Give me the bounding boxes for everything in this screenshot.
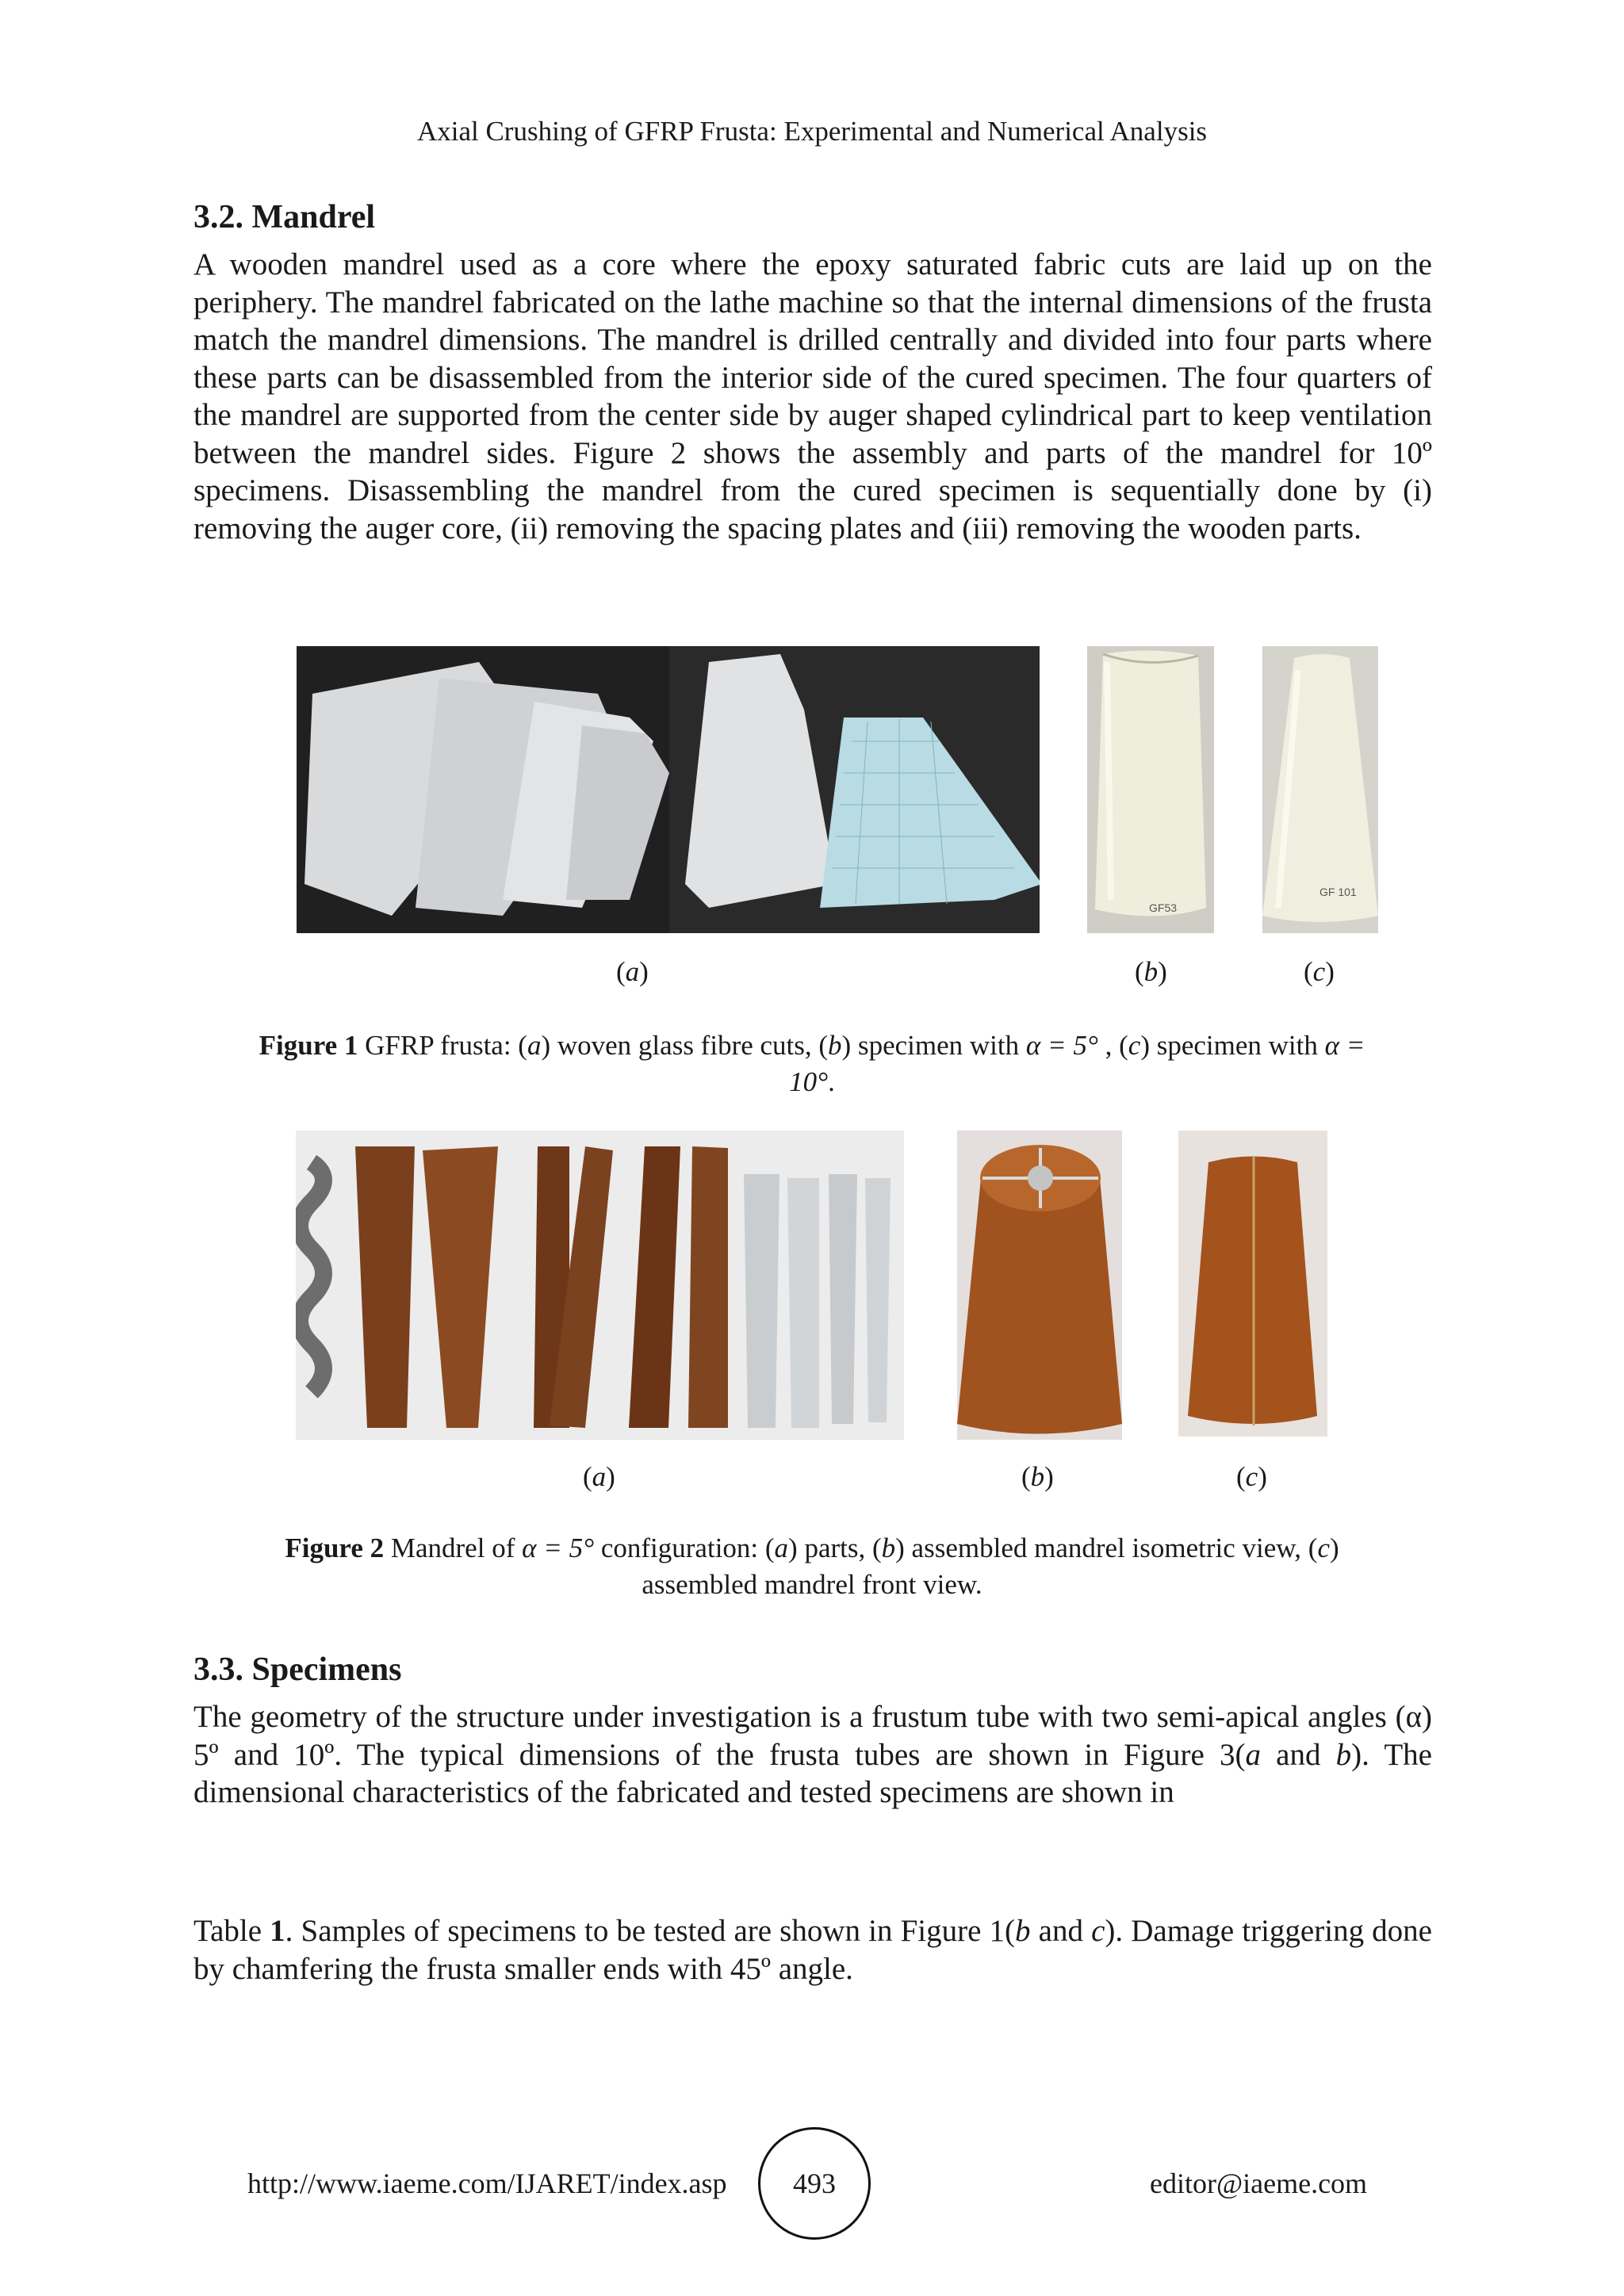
figure1-photo-glass-fibre-cuts bbox=[297, 646, 1040, 933]
section-heading-specimens: 3.3. Specimens bbox=[193, 1651, 402, 1688]
footer-journal-link[interactable]: http://www.iaeme.com/IJARET/index.asp bbox=[247, 2168, 727, 2199]
figure2-panel-label-c: (c) bbox=[1236, 1461, 1267, 1492]
mandrel-parts-illustration bbox=[296, 1131, 904, 1440]
paragraph-specimens: The geometry of the structure under investigation is a frustum tube with two semi-apical angles (α) 5º and 10º. The typical dimensions of the frusta tubes are shown in Figure 3(a and b). The dimensional characteristics of the fabricated and tested specimens are shown in bbox=[193, 1700, 1432, 1809]
figure1-panel-label-a: (a) bbox=[616, 956, 649, 987]
figure2-panel-label-b: (b) bbox=[1021, 1461, 1054, 1492]
figure2-panel-label-a: (a) bbox=[583, 1461, 615, 1492]
section-heading-mandrel: 3.2. Mandrel bbox=[193, 199, 376, 235]
figure1-panel-label-b: (b) bbox=[1135, 956, 1167, 987]
mandrel-front-illustration bbox=[1178, 1131, 1327, 1437]
figure1-photo-specimen-10deg bbox=[1262, 646, 1378, 933]
page-number: 493 bbox=[758, 2127, 871, 2240]
figure1-photo-specimen-5deg bbox=[1087, 646, 1214, 933]
figure2-photo-mandrel-front bbox=[1178, 1131, 1327, 1437]
mandrel-isometric-illustration bbox=[957, 1131, 1122, 1440]
svg-text:GF53: GF53 bbox=[1149, 901, 1178, 914]
figure2-photo-mandrel-isometric bbox=[957, 1131, 1122, 1440]
glass-fibre-cuts-illustration bbox=[297, 646, 1040, 933]
specimen-5deg-illustration bbox=[1087, 646, 1214, 933]
paragraph-mandrel: A wooden mandrel used as a core where the epoxy saturated fabric cuts are laid up on the periphery. The mandrel fabricated on the lathe machine so that the internal dimensions of the frusta match the mandrel dimensions. The mandrel is drilled centrally and divided into four parts where these parts can be disassembled from the interior side of the cured specimen. The four quarters of the mandrel are supported from the center side by auger shaped cylindrical part to keep ventilation between the mandrel sides. Figure 2 shows the assembly and parts of the mandrel for 10º specimens. Disassembling the mandrel from the cured specimen is sequentially done by (i) removing the auger core, (ii) removing the spacing plates and (iii) removing the wooden parts. bbox=[193, 247, 1432, 545]
figure2-caption: Figure 2 Mandrel of α = 5° configuration: (a) parts, (b) assembled mandrel isometric view, (c) assembled mandrel front view. bbox=[285, 1533, 1339, 1600]
specimen-10deg-illustration bbox=[1262, 646, 1378, 933]
paragraph-table-reference: Table 1. Samples of specimens to be tested are shown in Figure 1(b and c). Damage triggering done by chamfering the frusta smaller ends with 45º angle. bbox=[193, 1914, 1432, 1986]
figure1-caption: Figure 1 GFRP frusta: (a) woven glass fibre cuts, (b) specimen with α = 5° , (c) specimen with α = 10°. bbox=[259, 1030, 1365, 1097]
footer-email[interactable]: editor@iaeme.com bbox=[1150, 2168, 1368, 2199]
figure1-panel-label-c: (c) bbox=[1304, 956, 1335, 987]
svg-text:GF 101: GF 101 bbox=[1320, 886, 1357, 898]
figure2-photo-mandrel-parts bbox=[296, 1131, 904, 1440]
running-head: Axial Crushing of GFRP Frusta: Experimental and Numerical Analysis bbox=[416, 116, 1208, 147]
